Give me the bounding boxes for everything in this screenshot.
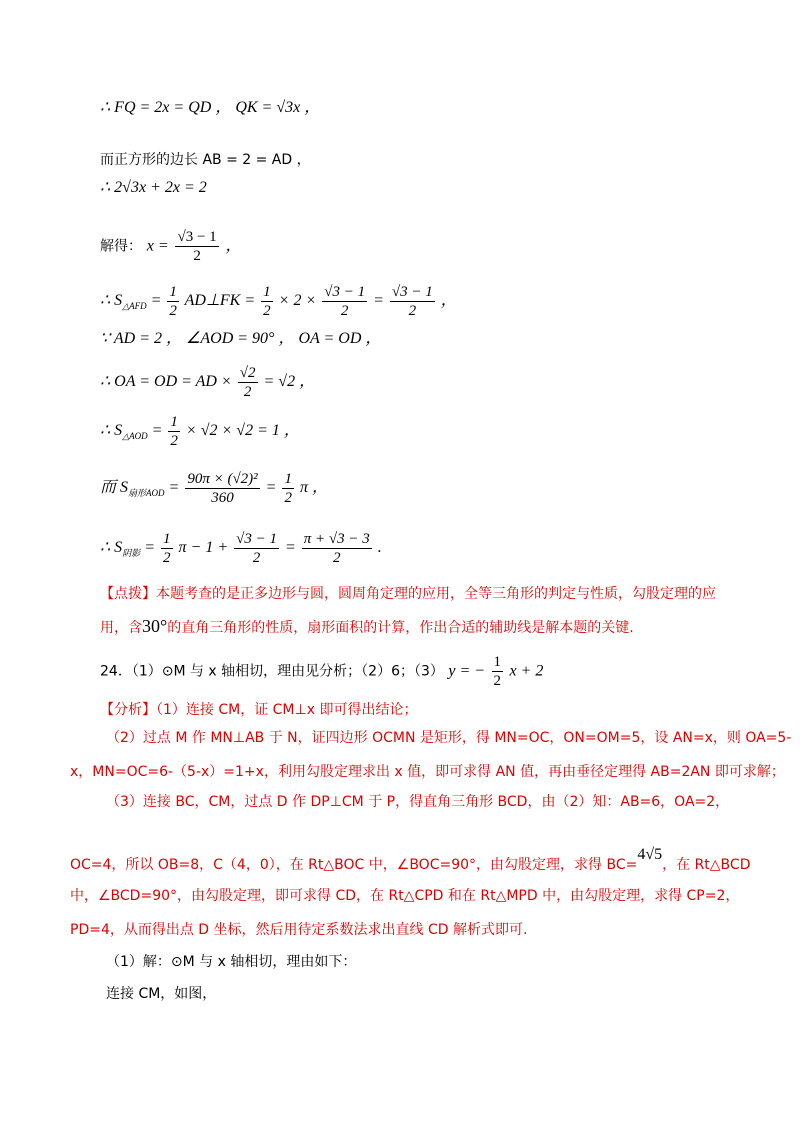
math-line-10: ∴ $S_{阴影}$ = $\frac{1}{2}$ π − 1 + $\frac{√3 - 1}{2}$ = $\frac{\pi + √3 - 3}{2}$ . [100, 531, 382, 566]
tip-line-2: 用，含30°的直角三角形的性质，扇形面积的计算，作出合适的辅助线是解本题的关键. [100, 616, 634, 636]
analysis-line-2: （2）过点 M 作 MN⊥AB 于 N，证四边形 OCMN 是矩形，得 MN=OC，ON=OM=5，设 AN=x，则 OA=5- [106, 730, 792, 746]
analysis-line-7: PD=4，从而得出点 D 坐标，然后用待定系数法求出直线 CD 解析式即可. [70, 922, 528, 938]
analysis-line-5: OC=4，所以 OB=8，C（4，0），在 Rt△BOC 中，∠BOC=90°，由勾股定理，求得 BC=4√5，在 Rt△BCD [70, 846, 751, 873]
solution-line-1: （1）解：⊙M 与 x 轴相切，理由如下： [106, 954, 357, 970]
math-line-6: ∵ AD = 2 ， ∠AOD = 90° ， OA = OD ， [100, 330, 382, 347]
math-line-3: ∴ 2√3x + 2x = 2 [100, 179, 207, 196]
solution-line-2: 连接 CM，如图， [106, 986, 217, 1002]
math-line-8: ∴ $S_{\triangle AOD}$ = $\frac{1}{2}$ × √2 × √2 = 1 ， [100, 414, 300, 449]
math-line-9: 而 $S_{扇形AOD}$ = $\frac{\text{90π × (√2)²}}{360}$ = $\frac{1}{2}$ π ， [100, 471, 328, 506]
solve-label: 解得： [100, 238, 142, 255]
tip-line-1: 【点拨】本题考查的是正多边形与圆，圆周角定理的应用，全等三角形的判定与性质，勾股定理的应 [100, 586, 716, 602]
math-line-1: ∴ FQ = 2x = QD ， QK = √3x ， [100, 99, 321, 116]
math-line-4: 解得： x = $\frac{√3 - 1}{2}$ ， [100, 229, 242, 264]
math-line-2: 而正方形的边长 AB = 2 = AD ， [100, 152, 311, 168]
math-line-7: ∴ OA = OD = AD × $\frac{√2}{2}$ = √2 ， [100, 365, 316, 400]
analysis-line-3: x，MN=OC=6-（5-x）=1+x，利用勾股定理求出 x 值，即可求得 AN 值，再由垂径定理得 AB=2AN 即可求解； [70, 764, 785, 780]
math-line-5: ∴ $S_{\triangle AFD}$ = $\frac{1}{2}$ AD⊥FK = $\frac{1}{2}$ × 2 × $\frac{√3 - 1}{2}$ = $\frac{√3 - 1}{2}$ ， [100, 284, 457, 319]
expr: x = [146, 237, 169, 255]
fraction: $\frac{√3 - 1}{2}$ [177, 229, 217, 264]
analysis-line-1: 【分析】（1）连接 CM，证 CM⊥x 即可得出结论； [100, 702, 418, 718]
analysis-line-6: 中，∠BCD=90°，由勾股定理，即可求得 CD，在 Rt△CPD 和在 Rt△MPD 中，由勾股定理，求得 CP=2， [70, 888, 740, 904]
q24-answer: 24．（1）⊙M 与 x 轴相切，理由见分析；（2）6；（3） y = − $\frac{1}{2}$ x + 2 [100, 654, 544, 689]
analysis-line-4: （3）连接 BC，CM，过点 D 作 DP⊥CM 于 P，得直角三角形 BCD，由（2）知：AB=6，OA=2， [106, 794, 730, 810]
